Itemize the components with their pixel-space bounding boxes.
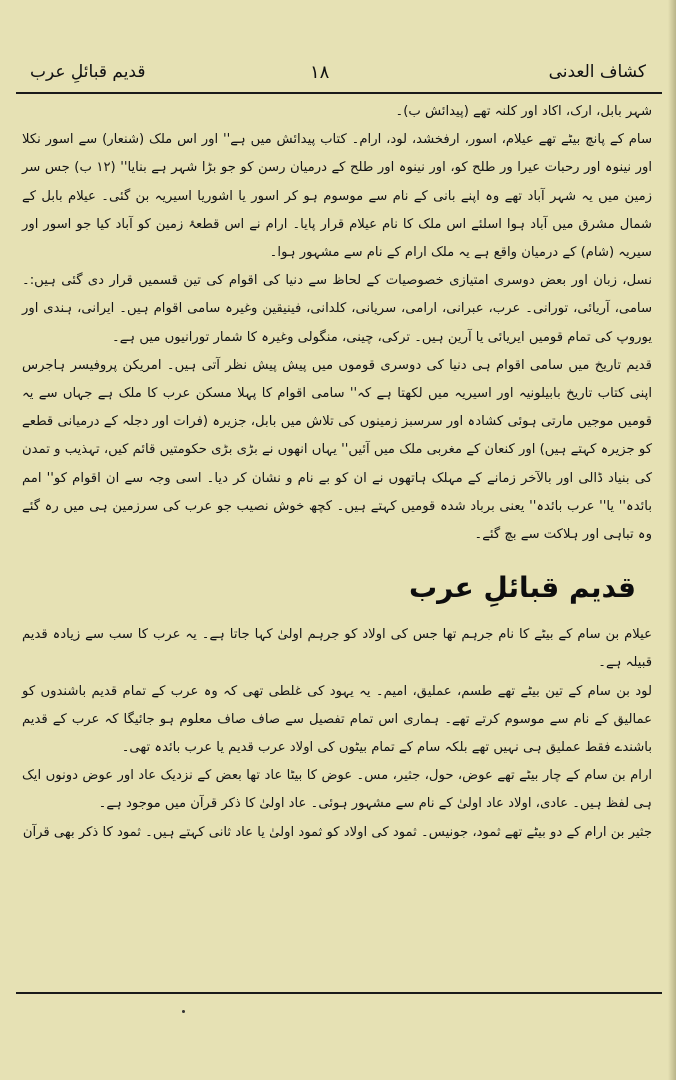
ink-speck (182, 1010, 185, 1013)
section-paragraph-3: ارام بن سام کے چار بیٹے تھے عوض، حول، جثیر، مس۔ عوض کا بیٹا عاد تھا بعض کے نزدیک عاد اور عوض دونوں ایک ہی لفظ ہیں۔ عادی، اولاد عاد اولیٰ کے نام سے مشہور ہوئی۔ عاد اولیٰ کا ذکر قرآن میں موجود ہے۔ (22, 768, 652, 812)
section-paragraph-2: لود بن سام کے تین بیٹے تھے طسم، عملیق، امیم۔ یہ یہود کی غلطی تھی کہ وہ عرب کے تمام قدیم باشندوں کو عمالیق کے نام سے موسوم کرتے تھے۔ ہماری اس تمام تفصیل سے صاف صاف معلوم ہو جائیگا کہ عرب کے قدیم باشندے فقط عملیق ہی نہیں تھے بلکہ سام کے تمام بیٹوں کی اولاد عرب قدیم یا عرب بائدہ تھی۔ (22, 683, 652, 756)
paragraph-2: سام کے پانچ بیٹے تھے عیلام، اسور، ارفخشد، لود، ارام۔ کتاب پیدائش میں ہے'' اور اس ملک (شنعار) سے اسور نکلا اور نینوہ اور رحبات عیرا ور طلح کو، اور نینوہ اور طلح کے درمیان رسن کو جو بڑا شہر ہے بنایا'' (۱۲ ب) جس سر زمین میں یہ شہر آباد تھے وہ اپنے بانی کے نام سے موسوم ہو کر اسور یا اشوریا اسیریہ بن گئی۔ عیلام بابل کے شمال مشرق میں آباد ہوا اسلئے اس ملک کا نام عیلام قرار پایا۔ ارام نے اس قطعۂ زمین کو آباد کیا جو اسور اور سیریہ (شام) کے درمیان واقع ہے یہ ملک ارام کے نام سے مشہور ہوا۔ (22, 132, 652, 261)
running-header-chapter-title: قدیم قبائلِ عرب (30, 62, 146, 82)
page-number: ۱۸ (310, 62, 330, 83)
paragraph-1: شہر بابل، ارک، اکاد اور کلنہ تھے (پیدائش ب)۔ (395, 104, 652, 119)
paragraph-3: نسل، زبان اور بعض دوسری امتیازی خصوصیات کے لحاظ سے دنیا کی اقوام کی تین قسمیں قرار دی گئی ہیں:۔ سامی، آریائی، تورانی۔ عرب، عبرانی، ارامی، سریانی، کلدانی، فینیقین وغیرہ سامی اقوام ہیں۔ ایرانی، ہندی اور یوروپ کی تمام قومیں ایریائی یا آرین ہیں۔ ترکی، چینی، منگولی وغیرہ کا شمار تورانیوں میں ہے۔ (22, 273, 652, 345)
page-spine-shadow (668, 0, 676, 1080)
footer-rule (16, 992, 662, 994)
header-rule (16, 92, 662, 94)
page-body (22, 98, 652, 847)
section-paragraph-4: جثیر بن ارام کے دو بیٹے تھے ثمود، جونیس۔ ثمود کی اولاد کو ثمود اولیٰ یا عاد ثانی کہتے ہیں۔ ثمود کا ذکر بھی قرآن (22, 824, 652, 840)
paragraph-4: قدیم تاریخ میں سامی اقوام ہی دنیا کی دوسری قوموں میں پیش پیش نظر آتی ہیں۔ امریکن پروفیسر ہاجرس اپنی کتاب تاریخ بابیلونیہ اور اسیریہ میں لکھتا ہے کہ'' سامی اقوام کا پہلا مسکن عرب کا ملک ہے جہاں سے یہ قومیں موجیں مارتی ہوئی کشادہ اور سرسبز زمینوں کی تلاش میں بابل، جزیرہ (فرات اور دجلہ کے درمیانی قطعے کو جزیرہ کہتے ہیں) اور کنعان کے مغربی ملک میں آئیں'' یہاں انھوں نے بڑی بڑی حکومتیں قائم کیں، تہذیب و تمدن کی بنیاد ڈالی اور بالآخر زمانے کے مہلک ہاتھوں نے ان کو بے نام و نشان کر دیا۔ اسی وجہ سے ان اقوام کو'' امم بائدہ'' یا'' عرب بائدہ'' یعنی برباد شدہ قومیں کہتے ہیں۔ کچھ خوش نصیب جو عرب کی سرزمین ہی میں رہ گئے وہ تباہی اور ہلاکت سے بچ گئے۔ (22, 357, 652, 543)
section-paragraph-1: عیلام بن سام کے بیٹے کا نام جرہم تھا جس کی اولاد کو جرہم اولیٰ کہا جاتا ہے۔ یہ عرب کا سب سے زیادہ قدیم قبیلہ ہے۔ (22, 627, 652, 671)
section-heading: قدیم قبائلِ عرب (409, 571, 636, 605)
running-header-book-title: کشاف العدنی (548, 62, 646, 82)
